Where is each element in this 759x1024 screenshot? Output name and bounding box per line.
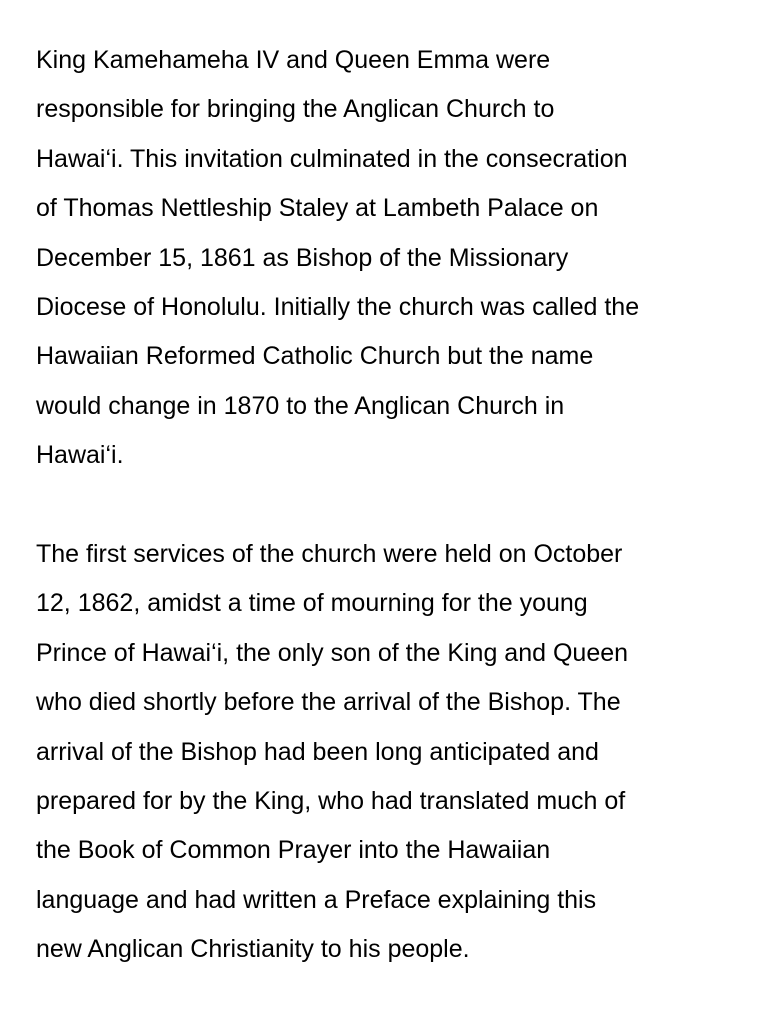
text-line: Hawaiian Reformed Catholic Church but the name: [36, 342, 594, 371]
text-line: Hawai‘i. This invitation culminated in the consecration: [36, 144, 628, 173]
paragraph-first-services: [36, 530, 736, 975]
text-line: Hawai‘i.: [36, 441, 124, 470]
text-line: The first services of the church were held on October: [36, 540, 623, 569]
text-line: December 15, 1861 as Bishop of the Missionary: [36, 243, 569, 272]
text-line: the Book of Common Prayer into the Hawaiian: [36, 836, 551, 865]
text-line: Diocese of Honolulu. Initially the church was called the: [36, 293, 640, 322]
text-line: who died shortly before the arrival of the Bishop. The: [36, 688, 621, 717]
paragraph-spacer: [36, 481, 736, 530]
text-line: of Thomas Nettleship Staley at Lambeth Palace on: [36, 194, 599, 223]
text-line: 12, 1862, amidst a time of mourning for the young: [36, 589, 588, 618]
text-line: language and had written a Preface explaining this: [36, 885, 597, 914]
text-line: arrival of the Bishop had been long anticipated and: [36, 737, 599, 766]
text-line: responsible for bringing the Anglican Church to: [36, 95, 555, 124]
text-line: new Anglican Christianity to his people.: [36, 935, 470, 964]
paragraph-anglican-church-origin: [36, 36, 736, 481]
text-line: King Kamehameha IV and Queen Emma were: [36, 46, 551, 74]
text-line: Prince of Hawai‘i, the only son of the King and Queen: [36, 638, 629, 667]
text-line: would change in 1870 to the Anglican Church in: [36, 391, 565, 420]
text-line: prepared for by the King, who had translated much of: [36, 787, 626, 816]
document-body: [36, 36, 736, 975]
